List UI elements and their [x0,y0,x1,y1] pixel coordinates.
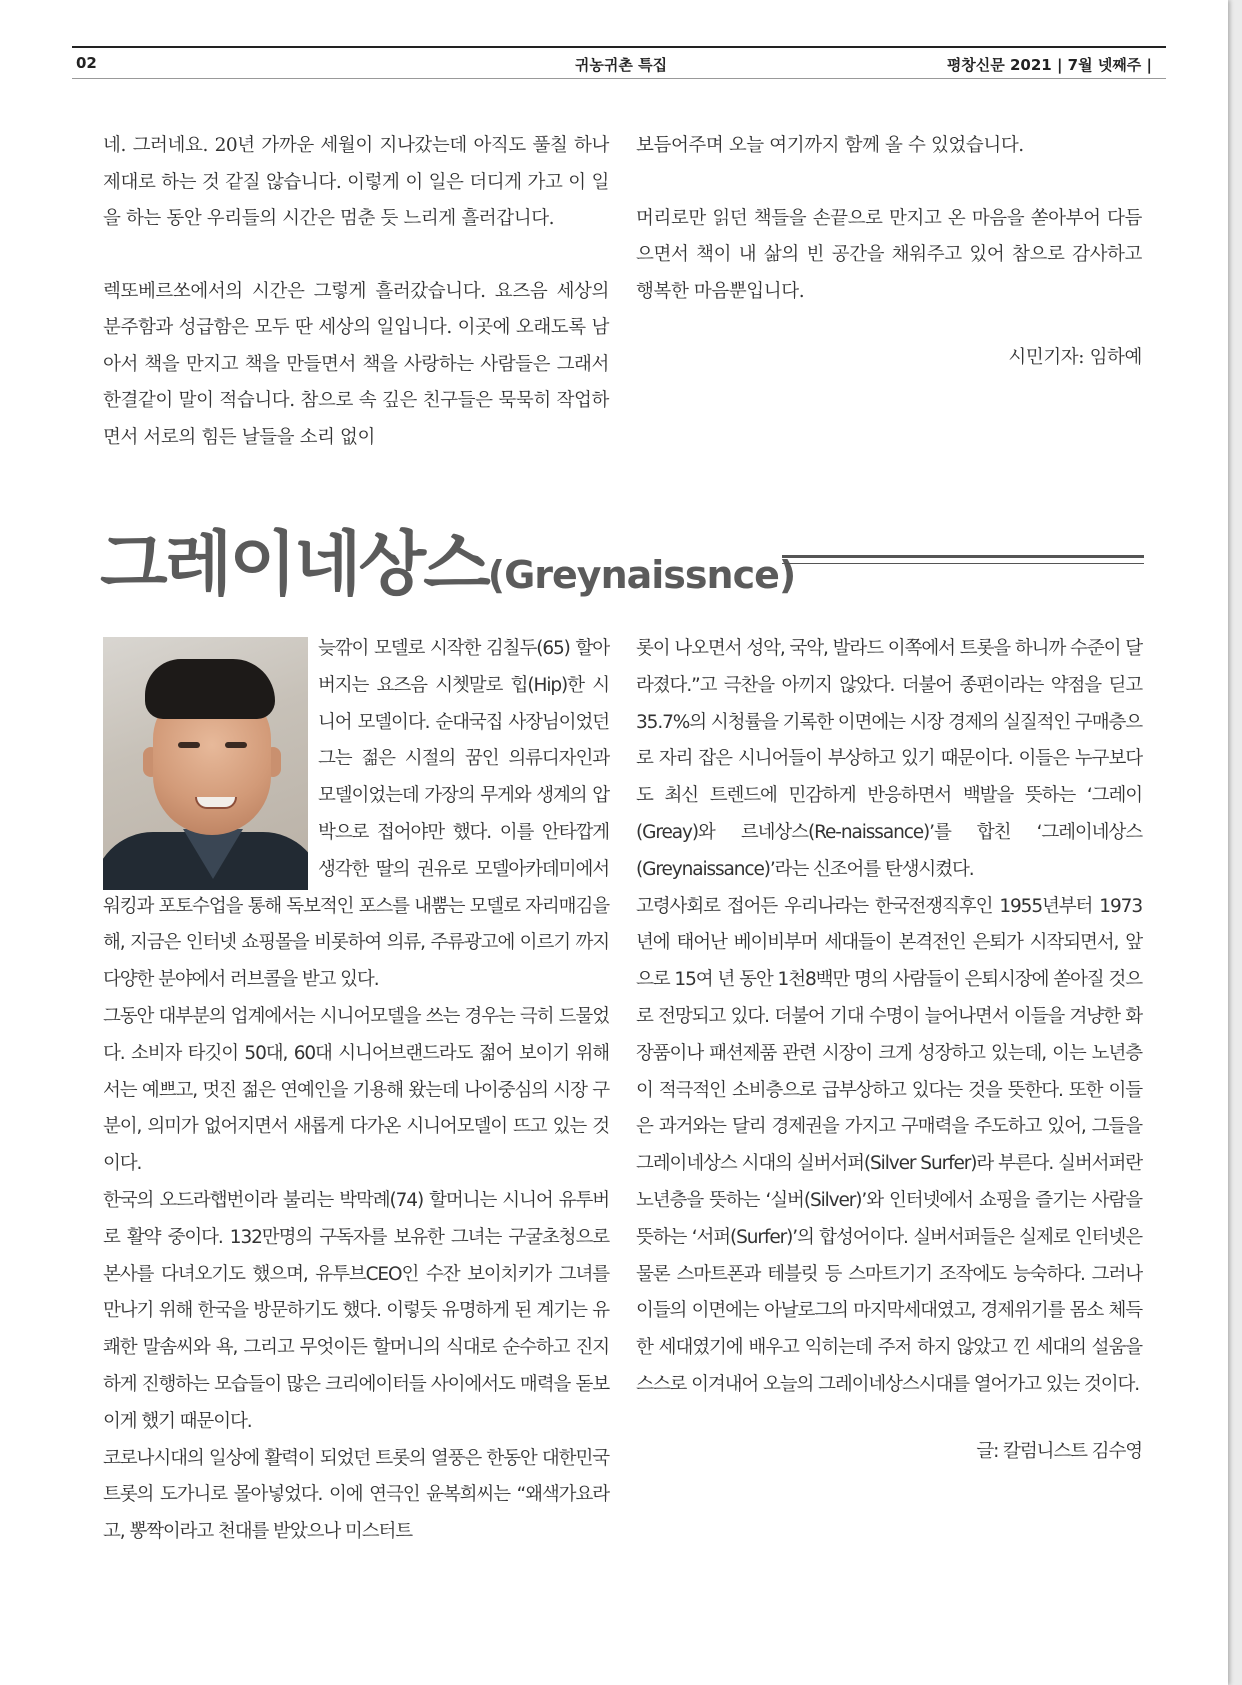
article-left-column [103,631,609,1551]
prev-article-left-column [103,128,609,456]
prev-article-byline: 시민기자: 임하예 [1008,347,1142,368]
prev-article-paragraph: 보듬어주며 오늘 여기까지 함께 올 수 있었습니다. [636,135,1024,156]
headline-decorative-rule [782,555,1144,564]
prev-article-paragraph: 머리로만 읽던 책들을 손끝으로 만지고 온 마음을 쏟아부어 다듬으면서 책이 내 삶의 빈 공간을 채워주고 있어 참으로 감사하고 행복한 마음뿐입니다. [636,207,1142,302]
article-paragraph: 롯이 나오면서 성악, 국악, 발라드 이쪽에서 트롯을 하니까 수준이 달라졌다.”고 극찬을 아끼지 않았다. 더불어 종편이라는 약점을 딛고 35.7%의 시청률을 기록한 이면에는 시장 경제의 실질적인 구매층으로 자리 잡은 시니어들이 부상하고 있기 때문이다. 이들은 누구보다도 최신 트렌드에 민감하게 반응하면서 백발을 뜻하는 ‘그레이(Greay)와 르네상스(Re-naissance)’를 합친 ‘그레이네상스(Greynaissance)’라는 신조어를 탄생시켰다. [636,638,1143,880]
article-paragraph: 한국의 오드라햅번이라 불리는 박막례(74) 할머니는 시니어 유투버로 활약 중이다. 132만명의 구독자를 보유한 그녀는 구굴초청으로 본사를 다녀오기도 했으며, 유투브CEO인 수잔 보이치키가 그녀를 만나기 위해 한국을 방문하기도 했다. 이렇듯 유명하게 된 계기는 유쾌한 말솜씨와 욕, 그리고 무엇이든 할머니의 식대로 순수하고 진지하게 진행하는 모습들이 많은 크리에이터들 사이에서도 매력을 돋보이게 했기 때문이다. [103,1189,609,1432]
prev-article-right-column [636,128,1142,377]
article-paragraph: 늦깎이 모델로 시작한 김칠두(65) 할아버지는 요즈음 시쳇말로 힙(Hip)한 시니어 모델이다. 순대국집 사장님이었던 그는 젊은 시절의 꿈인 의류디자인과 모델이었는데 가장의 무게와 생계의 압박으로 접어야만 했다. 이를 안타깝게 생각한 딸의 권유로 모델아카데미에서 워킹과 포토수업을 통해 독보적인 포스를 내뿜는 모델로 자리매김을 해, 지금은 인터넷 쇼핑몰을 비롯하여 의류, 주류광고에 이르기 까지 다양한 분야에서 러브콜을 받고 있다. [103,638,609,991]
article-byline: 글: 칼럼니스트 김수영 [976,1440,1142,1462]
issue-info: 평창신문 2021 | 7월 넷째주 | [946,56,1152,74]
header-top-rule [72,46,1166,48]
article-right-column [636,631,1142,1471]
article-paragraph: 그동안 대부분의 업계에서는 시니어모델을 쓰는 경우는 극히 드물었다. 소비자 타깃이 50대, 60대 시니어브랜드라도 젊어 보이기 위해서는 예쁘고, 멋진 젊은 연예인을 기용해 왔는데 나이중심의 시장 구분이, 의미가 없어지면서 새롭게 다가온 시니어모델이 뜨고 있는 것이다. [103,1005,609,1175]
article-paragraph: 고령사회로 접어든 우리나라는 한국전쟁직후인 1955년부터 1973년에 태어난 베이비부머 세대들이 본격전인 은퇴가 시작되면서, 앞으로 15여 년 동안 1천8백만 명의 사람들이 은퇴시장에 쏟아질 것으로 전망되고 있다. 더불어 기대 수명이 늘어나면서 이들을 겨냥한 화장품이나 패션제품 관련 시장이 크게 성장하고 있는데, 이는 노년층이 적극적인 소비층으로 급부상하고 있다는 것을 뜻한다. 또한 이들은 과거와는 달리 경제권을 가지고 구매력을 주도하고 있어, 그들을 그레이네상스 시대의 실버서퍼(Silver Surfer)라 부른다. 실버서퍼란 노년층을 뜻하는 ‘실버(Silver)’와 인터넷에서 쇼핑을 즐기는 사람을 뜻하는 ‘서퍼(Surfer)’의 합성어이다. 실버서퍼들은 실제로 인터넷은 물론 스마트폰과 테블릿 등 스마트기기 조작에도 능숙하다. 그러나 이들의 이면에는 아날로그의 마지막세대였고, 경제위기를 몸소 체득한 세대였기에 배우고 익히는데 주저 하지 않았고 낀 세대의 설움을 스스로 이겨내어 오늘의 그레이네상스시대를 열어가고 있는 것이다. [636,895,1142,1395]
article-headline [100,508,795,609]
article-paragraph: 코로나시대의 일상에 활력이 되었던 트롯의 열풍은 한동안 대한민국 트롯의 도가니로 몰아넣었다. 이에 연극인 윤복희씨는 “왜색가요라고, 뽕짝이라고 천대를 받았으나 미스터트 [103,1447,609,1543]
prev-article-paragraph: 네. 그러네요. 20년 가까운 세월이 지나갔는데 아직도 풀칠 하나 제대로 하는 것 같질 않습니다. 이렇게 이 일은 더디게 가고 이 일을 하는 동안 우리들의 시간은 멈춘 듯 느리게 흘러갑니다. [103,135,609,229]
headline-english: (Greynaissnce) [487,553,796,597]
prev-article-paragraph: 렉또베르쏘에서의 시간은 그렇게 흘러갔습니다. 요즈음 세상의 분주함과 성급함은 모두 딴 세상의 일입니다. 이곳에 오래도록 남아서 책을 만지고 책을 만들면서 책을 사랑하는 사람들은 그래서 한결같이 말이 적습니다. 참으로 속 깊은 친구들은 묵묵히 작업하면서 서로의 힘든 날들을 소리 없이 [103,280,609,448]
headline-korean: 그레이네상스 [100,523,488,605]
header-bottom-rule [72,78,1166,79]
section-title: 귀농귀촌 특집 [574,56,668,74]
page-number: 02 [76,54,97,72]
